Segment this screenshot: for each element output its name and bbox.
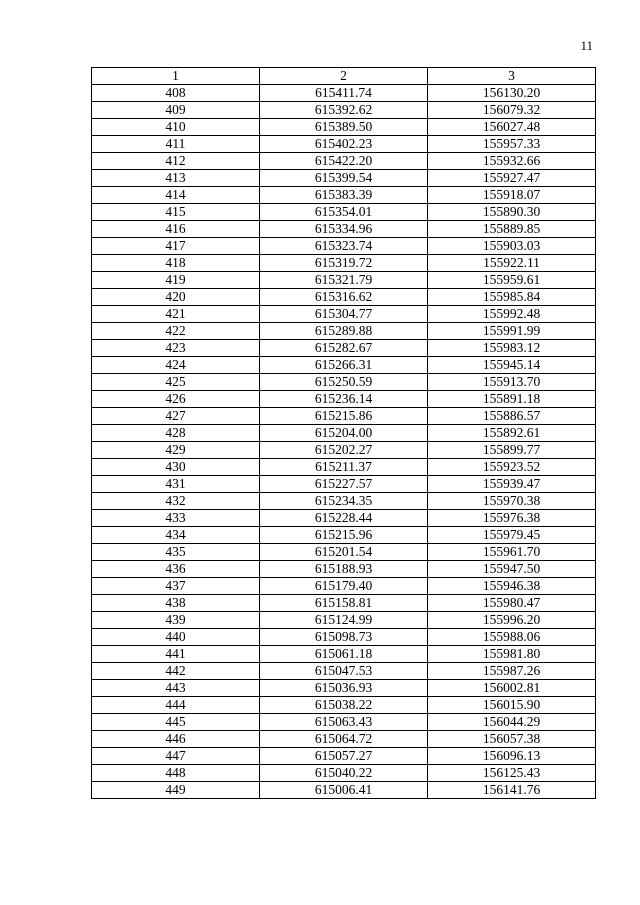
- point-number-cell: 412: [92, 153, 260, 170]
- table-row: [92, 170, 596, 187]
- x-coordinate-cell: 615064.72: [260, 731, 428, 748]
- table-row: [92, 153, 596, 170]
- table-row: [92, 714, 596, 731]
- x-coordinate-cell: 615006.41: [260, 782, 428, 799]
- y-coordinate-cell: 155899.77: [428, 442, 596, 459]
- point-number-cell: 419: [92, 272, 260, 289]
- y-coordinate-cell: 155889.85: [428, 221, 596, 238]
- y-coordinate-cell: 156079.32: [428, 102, 596, 119]
- x-coordinate-cell: 615202.27: [260, 442, 428, 459]
- table-row: [92, 459, 596, 476]
- table-row: [92, 663, 596, 680]
- y-coordinate-cell: 155890.30: [428, 204, 596, 221]
- y-coordinate-cell: 155985.84: [428, 289, 596, 306]
- y-coordinate-cell: 155992.48: [428, 306, 596, 323]
- x-coordinate-cell: 615036.93: [260, 680, 428, 697]
- column-header-2: 2: [260, 68, 428, 85]
- table-row: [92, 697, 596, 714]
- x-coordinate-cell: 615323.74: [260, 238, 428, 255]
- table-row: [92, 187, 596, 204]
- point-number-cell: 427: [92, 408, 260, 425]
- point-number-cell: 446: [92, 731, 260, 748]
- point-number-cell: 448: [92, 765, 260, 782]
- table-row: [92, 442, 596, 459]
- x-coordinate-cell: 615319.72: [260, 255, 428, 272]
- table-row: [92, 391, 596, 408]
- table-row: [92, 748, 596, 765]
- table-row: [92, 272, 596, 289]
- table-header-row: [92, 68, 596, 85]
- table-row: [92, 102, 596, 119]
- y-coordinate-cell: 155939.47: [428, 476, 596, 493]
- y-coordinate-cell: 156125.43: [428, 765, 596, 782]
- table-row: [92, 204, 596, 221]
- point-number-cell: 441: [92, 646, 260, 663]
- y-coordinate-cell: 155957.33: [428, 136, 596, 153]
- point-number-cell: 434: [92, 527, 260, 544]
- y-coordinate-cell: 155923.52: [428, 459, 596, 476]
- x-coordinate-cell: 615411.74: [260, 85, 428, 102]
- x-coordinate-cell: 615389.50: [260, 119, 428, 136]
- page-number: 11: [580, 38, 593, 53]
- point-number-cell: 432: [92, 493, 260, 510]
- y-coordinate-cell: 155891.18: [428, 391, 596, 408]
- y-coordinate-cell: 156015.90: [428, 697, 596, 714]
- y-coordinate-cell: 156044.29: [428, 714, 596, 731]
- y-coordinate-cell: 155980.47: [428, 595, 596, 612]
- y-coordinate-cell: 155886.57: [428, 408, 596, 425]
- table-row: [92, 731, 596, 748]
- y-coordinate-cell: 155903.03: [428, 238, 596, 255]
- point-number-cell: 418: [92, 255, 260, 272]
- table-row: [92, 493, 596, 510]
- table-row: [92, 510, 596, 527]
- x-coordinate-cell: 615304.77: [260, 306, 428, 323]
- column-header-3: 3: [428, 68, 596, 85]
- table-row: [92, 289, 596, 306]
- point-number-cell: 423: [92, 340, 260, 357]
- x-coordinate-cell: 615179.40: [260, 578, 428, 595]
- x-coordinate-cell: 615422.20: [260, 153, 428, 170]
- y-coordinate-cell: 155945.14: [428, 357, 596, 374]
- y-coordinate-cell: 156002.81: [428, 680, 596, 697]
- point-number-cell: 417: [92, 238, 260, 255]
- point-number-cell: 430: [92, 459, 260, 476]
- y-coordinate-cell: 155892.61: [428, 425, 596, 442]
- x-coordinate-cell: 615063.43: [260, 714, 428, 731]
- table-row: [92, 374, 596, 391]
- table-row: [92, 578, 596, 595]
- x-coordinate-cell: 615047.53: [260, 663, 428, 680]
- table-row: [92, 221, 596, 238]
- point-number-cell: 409: [92, 102, 260, 119]
- table-row: [92, 357, 596, 374]
- point-number-cell: 444: [92, 697, 260, 714]
- x-coordinate-cell: 615098.73: [260, 629, 428, 646]
- x-coordinate-cell: 615228.44: [260, 510, 428, 527]
- point-number-cell: 431: [92, 476, 260, 493]
- x-coordinate-cell: 615334.96: [260, 221, 428, 238]
- table-row: [92, 255, 596, 272]
- y-coordinate-cell: 155946.38: [428, 578, 596, 595]
- point-number-cell: 426: [92, 391, 260, 408]
- y-coordinate-cell: 155918.07: [428, 187, 596, 204]
- point-number-cell: 447: [92, 748, 260, 765]
- table-row: [92, 680, 596, 697]
- point-number-cell: 433: [92, 510, 260, 527]
- x-coordinate-cell: 615061.18: [260, 646, 428, 663]
- table-row: [92, 476, 596, 493]
- x-coordinate-cell: 615282.67: [260, 340, 428, 357]
- point-number-cell: 437: [92, 578, 260, 595]
- table-row: [92, 646, 596, 663]
- y-coordinate-cell: 156027.48: [428, 119, 596, 136]
- point-number-cell: 408: [92, 85, 260, 102]
- table-row: [92, 561, 596, 578]
- point-number-cell: 425: [92, 374, 260, 391]
- point-number-cell: 413: [92, 170, 260, 187]
- table-row: [92, 323, 596, 340]
- y-coordinate-cell: 155981.80: [428, 646, 596, 663]
- y-coordinate-cell: 155970.38: [428, 493, 596, 510]
- x-coordinate-cell: 615383.39: [260, 187, 428, 204]
- x-coordinate-cell: 615040.22: [260, 765, 428, 782]
- y-coordinate-cell: 156130.20: [428, 85, 596, 102]
- point-number-cell: 415: [92, 204, 260, 221]
- x-coordinate-cell: 615201.54: [260, 544, 428, 561]
- x-coordinate-cell: 615204.00: [260, 425, 428, 442]
- y-coordinate-cell: 155983.12: [428, 340, 596, 357]
- x-coordinate-cell: 615316.62: [260, 289, 428, 306]
- y-coordinate-cell: 155987.26: [428, 663, 596, 680]
- y-coordinate-cell: 156057.38: [428, 731, 596, 748]
- y-coordinate-cell: 155961.70: [428, 544, 596, 561]
- point-number-cell: 416: [92, 221, 260, 238]
- coordinates-table: [91, 67, 596, 799]
- point-number-cell: 442: [92, 663, 260, 680]
- table-row: [92, 527, 596, 544]
- y-coordinate-cell: 155988.06: [428, 629, 596, 646]
- y-coordinate-cell: 155991.99: [428, 323, 596, 340]
- table-row: [92, 425, 596, 442]
- x-coordinate-cell: 615250.59: [260, 374, 428, 391]
- x-coordinate-cell: 615158.81: [260, 595, 428, 612]
- y-coordinate-cell: 155927.47: [428, 170, 596, 187]
- x-coordinate-cell: 615188.93: [260, 561, 428, 578]
- table-row: [92, 782, 596, 799]
- y-coordinate-cell: 155947.50: [428, 561, 596, 578]
- point-number-cell: 420: [92, 289, 260, 306]
- y-coordinate-cell: 155996.20: [428, 612, 596, 629]
- x-coordinate-cell: 615057.27: [260, 748, 428, 765]
- y-coordinate-cell: 156141.76: [428, 782, 596, 799]
- x-coordinate-cell: 615211.37: [260, 459, 428, 476]
- point-number-cell: 414: [92, 187, 260, 204]
- point-number-cell: 440: [92, 629, 260, 646]
- x-coordinate-cell: 615234.35: [260, 493, 428, 510]
- x-coordinate-cell: 615215.96: [260, 527, 428, 544]
- x-coordinate-cell: 615399.54: [260, 170, 428, 187]
- x-coordinate-cell: 615227.57: [260, 476, 428, 493]
- y-coordinate-cell: 155979.45: [428, 527, 596, 544]
- y-coordinate-cell: 155922.11: [428, 255, 596, 272]
- point-number-cell: 435: [92, 544, 260, 561]
- table-row: [92, 340, 596, 357]
- point-number-cell: 428: [92, 425, 260, 442]
- y-coordinate-cell: 155913.70: [428, 374, 596, 391]
- x-coordinate-cell: 615289.88: [260, 323, 428, 340]
- point-number-cell: 422: [92, 323, 260, 340]
- point-number-cell: 449: [92, 782, 260, 799]
- point-number-cell: 421: [92, 306, 260, 323]
- point-number-cell: 439: [92, 612, 260, 629]
- point-number-cell: 438: [92, 595, 260, 612]
- x-coordinate-cell: 615402.23: [260, 136, 428, 153]
- table-row: [92, 136, 596, 153]
- table-row: [92, 544, 596, 561]
- y-coordinate-cell: 155932.66: [428, 153, 596, 170]
- point-number-cell: 436: [92, 561, 260, 578]
- point-number-cell: 443: [92, 680, 260, 697]
- table-row: [92, 238, 596, 255]
- x-coordinate-cell: 615124.99: [260, 612, 428, 629]
- point-number-cell: 424: [92, 357, 260, 374]
- x-coordinate-cell: 615236.14: [260, 391, 428, 408]
- y-coordinate-cell: 155976.38: [428, 510, 596, 527]
- x-coordinate-cell: 615321.79: [260, 272, 428, 289]
- point-number-cell: 410: [92, 119, 260, 136]
- table-row: [92, 85, 596, 102]
- table-row: [92, 765, 596, 782]
- y-coordinate-cell: 155959.61: [428, 272, 596, 289]
- point-number-cell: 411: [92, 136, 260, 153]
- x-coordinate-cell: 615266.31: [260, 357, 428, 374]
- point-number-cell: 445: [92, 714, 260, 731]
- table-row: [92, 595, 596, 612]
- x-coordinate-cell: 615215.86: [260, 408, 428, 425]
- table-row: [92, 612, 596, 629]
- column-header-1: 1: [92, 68, 260, 85]
- x-coordinate-cell: 615354.01: [260, 204, 428, 221]
- table-row: [92, 629, 596, 646]
- table-row: [92, 306, 596, 323]
- point-number-cell: 429: [92, 442, 260, 459]
- x-coordinate-cell: 615038.22: [260, 697, 428, 714]
- table-row: [92, 408, 596, 425]
- y-coordinate-cell: 156096.13: [428, 748, 596, 765]
- x-coordinate-cell: 615392.62: [260, 102, 428, 119]
- table-body: [92, 85, 596, 799]
- table-row: [92, 119, 596, 136]
